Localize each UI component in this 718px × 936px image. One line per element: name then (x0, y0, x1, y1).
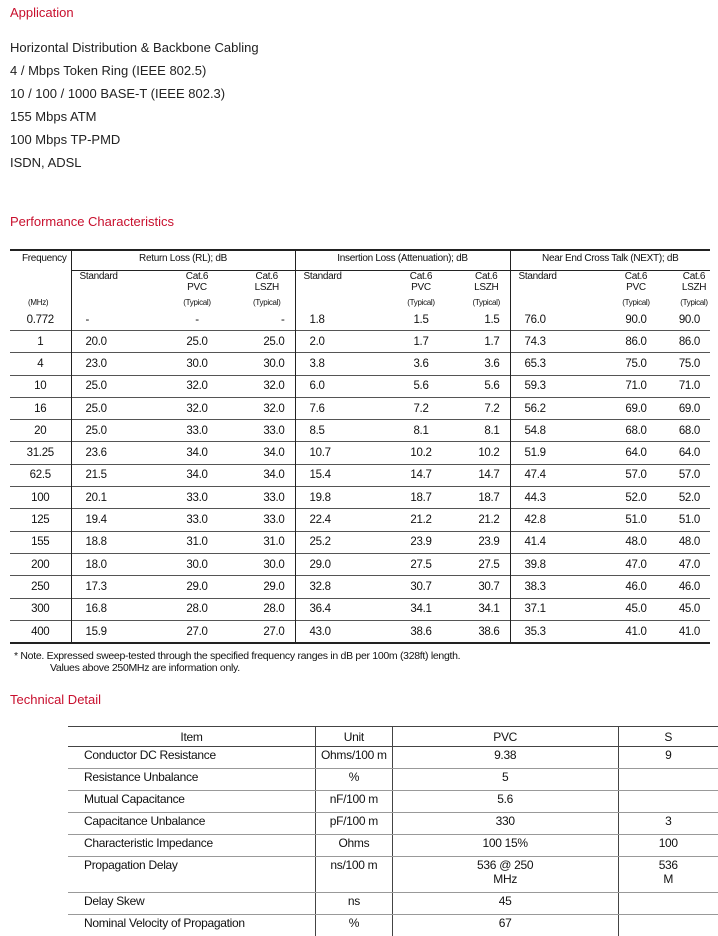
frequency-cell: 31.25 (10, 442, 71, 464)
table-row (68, 769, 718, 791)
value-cell: 47.4 (510, 464, 594, 486)
unit-header: Unit (315, 727, 392, 747)
value-cell: 21.2 (379, 509, 463, 531)
item-cell: Characteristic Impedance (68, 835, 315, 857)
value-cell: 56.2 (510, 397, 594, 419)
value-cell: 76.0 (510, 309, 594, 331)
value-cell: 57.0 (678, 464, 710, 486)
value-cell: 46.0 (594, 576, 678, 598)
value-cell: Ohms/100 m (315, 747, 392, 769)
value-cell: 1.7 (463, 331, 510, 353)
value-cell: 75.0 (594, 353, 678, 375)
item-header: Item (68, 727, 315, 747)
application-item: ISDN, ADSL (10, 151, 259, 174)
table-row (68, 747, 718, 769)
frequency-cell: 4 (10, 353, 71, 375)
value-cell: 8.1 (379, 420, 463, 442)
table-row (10, 487, 710, 509)
value-cell: 7.6 (295, 397, 379, 419)
value-cell: 18.7 (463, 487, 510, 509)
frequency-cell: 250 (10, 576, 71, 598)
value-cell: 32.0 (155, 397, 239, 419)
table-row (10, 442, 710, 464)
application-item: 100 Mbps TP-PMD (10, 128, 259, 151)
value-cell: 48.0 (678, 531, 710, 553)
rl-lszh-header: Cat.6 LSZH (239, 271, 295, 299)
technical-title: Technical Detail (10, 692, 101, 707)
value-cell: 33.0 (155, 420, 239, 442)
value-cell: 3.6 (379, 353, 463, 375)
insertion-loss-header: Insertion Loss (Attenuation); dB (295, 250, 510, 271)
value-cell: 90.0 (594, 309, 678, 331)
value-cell: 30.0 (155, 353, 239, 375)
value-cell: 86.0 (678, 331, 710, 353)
value-cell: ns/100 m (315, 857, 392, 893)
value-cell: 30.7 (463, 576, 510, 598)
table-row (68, 813, 718, 835)
value-cell: 27.5 (379, 553, 463, 575)
performance-table (10, 249, 710, 644)
value-cell: 20.0 (71, 331, 155, 353)
value-cell: 52.0 (678, 487, 710, 509)
value-cell: 30.7 (379, 576, 463, 598)
value-cell: 536 @ 250 MHz (392, 857, 618, 893)
value-cell: 23.6 (71, 442, 155, 464)
frequency-cell: 20 (10, 420, 71, 442)
value-cell: 3.6 (463, 353, 510, 375)
value-cell: 5.6 (392, 791, 618, 813)
value-cell: 90.0 (678, 309, 710, 331)
value-cell: 46.0 (678, 576, 710, 598)
frequency-cell: 62.5 (10, 464, 71, 486)
value-cell: 71.0 (594, 375, 678, 397)
value-cell: 9 (618, 747, 718, 769)
application-item: 10 / 100 / 1000 BASE-T (IEEE 802.3) (10, 82, 259, 105)
value-cell: 23.0 (71, 353, 155, 375)
value-cell: 34.0 (155, 464, 239, 486)
value-cell: 30.0 (239, 553, 295, 575)
value-cell: 45 (392, 893, 618, 915)
next-standard-header: Standard (510, 271, 594, 299)
table-row (10, 598, 710, 620)
typical-label: (Typical) (379, 298, 463, 309)
value-cell: 30.0 (239, 353, 295, 375)
value-cell (618, 893, 718, 915)
value-cell: 7.2 (379, 397, 463, 419)
value-cell: 32.0 (239, 397, 295, 419)
value-cell: 23.9 (463, 531, 510, 553)
table-row (10, 576, 710, 598)
value-cell: 42.8 (510, 509, 594, 531)
table-row (10, 331, 710, 353)
table-row (68, 835, 718, 857)
rl-pvc-header: Cat.6 PVC (155, 271, 239, 299)
value-cell: 25.0 (239, 331, 295, 353)
value-cell: 45.0 (678, 598, 710, 620)
table-row (10, 509, 710, 531)
value-cell: 22.4 (295, 509, 379, 531)
value-cell: 41.0 (594, 620, 678, 643)
value-cell: ns (315, 893, 392, 915)
frequency-cell: 155 (10, 531, 71, 553)
value-cell: 33.0 (155, 509, 239, 531)
value-cell: 28.0 (155, 598, 239, 620)
frequency-cell: 200 (10, 553, 71, 575)
value-cell (618, 791, 718, 813)
value-cell: 33.0 (239, 420, 295, 442)
value-cell: 16.8 (71, 598, 155, 620)
table-row (10, 620, 710, 643)
value-cell: 57.0 (594, 464, 678, 486)
value-cell: 27.0 (239, 620, 295, 643)
value-cell: 19.4 (71, 509, 155, 531)
item-cell: Resistance Unbalance (68, 769, 315, 791)
value-cell: 3 (618, 813, 718, 835)
value-cell: 17.3 (71, 576, 155, 598)
frequency-cell: 300 (10, 598, 71, 620)
value-cell: % (315, 915, 392, 936)
performance-title: Performance Characteristics (10, 214, 174, 229)
value-cell: nF/100 m (315, 791, 392, 813)
value-cell: 69.0 (678, 397, 710, 419)
value-cell: - (239, 309, 295, 331)
value-cell: 15.9 (71, 620, 155, 643)
value-cell: 29.0 (239, 576, 295, 598)
value-cell: 20.1 (71, 487, 155, 509)
item-cell: Delay Skew (68, 893, 315, 915)
value-cell: 44.3 (510, 487, 594, 509)
value-cell: 8.1 (463, 420, 510, 442)
value-cell: 25.0 (71, 375, 155, 397)
value-cell: 25.0 (155, 331, 239, 353)
value-cell: 30.0 (155, 553, 239, 575)
value-cell: 29.0 (155, 576, 239, 598)
value-cell: 5 (392, 769, 618, 791)
application-item: 155 Mbps ATM (10, 105, 259, 128)
value-cell: - (155, 309, 239, 331)
value-cell: 51.9 (510, 442, 594, 464)
value-cell: 75.0 (678, 353, 710, 375)
value-cell: 33.0 (239, 509, 295, 531)
value-cell: 32.0 (239, 375, 295, 397)
value-cell: 21.5 (71, 464, 155, 486)
table-row (68, 791, 718, 813)
return-loss-header: Return Loss (RL); dB (71, 250, 295, 271)
value-cell: 18.8 (71, 531, 155, 553)
table-row (10, 420, 710, 442)
value-cell: 21.2 (463, 509, 510, 531)
value-cell: 54.8 (510, 420, 594, 442)
value-cell: 67 (392, 915, 618, 936)
value-cell: 1.7 (379, 331, 463, 353)
value-cell: 100 (618, 835, 718, 857)
value-cell: 71.0 (678, 375, 710, 397)
value-cell: 51.0 (678, 509, 710, 531)
value-cell: 45.0 (594, 598, 678, 620)
value-cell: 7.2 (463, 397, 510, 419)
value-cell: 47.0 (678, 553, 710, 575)
value-cell: 10.7 (295, 442, 379, 464)
table-row (10, 553, 710, 575)
application-title: Application (10, 5, 74, 20)
table-row (10, 309, 710, 331)
value-cell: 33.0 (239, 487, 295, 509)
typical-label: (Typical) (155, 298, 239, 309)
value-cell: 41.4 (510, 531, 594, 553)
table-row (10, 531, 710, 553)
table-row (10, 353, 710, 375)
value-cell: 5.6 (379, 375, 463, 397)
value-cell: 36.4 (295, 598, 379, 620)
value-cell: 330 (392, 813, 618, 835)
next-lszh-header: Cat.6 LSZH (678, 271, 710, 299)
value-cell: 536 M (618, 857, 718, 893)
value-cell (618, 915, 718, 936)
value-cell: 31.0 (155, 531, 239, 553)
value-cell: pF/100 m (315, 813, 392, 835)
value-cell: 34.1 (463, 598, 510, 620)
value-cell: 32.8 (295, 576, 379, 598)
next-header: Near End Cross Talk (NEXT); dB (510, 250, 710, 271)
value-cell: 100 15% (392, 835, 618, 857)
value-cell: % (315, 769, 392, 791)
value-cell: 10.2 (463, 442, 510, 464)
value-cell: 33.0 (155, 487, 239, 509)
frequency-cell: 125 (10, 509, 71, 531)
value-cell: 51.0 (594, 509, 678, 531)
value-cell: 64.0 (594, 442, 678, 464)
value-cell: 34.1 (379, 598, 463, 620)
item-cell: Nominal Velocity of Propagation (68, 915, 315, 936)
pvc-header: PVC (392, 727, 618, 747)
value-cell: 38.6 (463, 620, 510, 643)
frequency-cell: 0.772 (10, 309, 71, 331)
value-cell: 34.0 (239, 442, 295, 464)
value-cell: 68.0 (678, 420, 710, 442)
s-header: S (618, 727, 718, 747)
value-cell: 14.7 (379, 464, 463, 486)
note-line-1: * Note. Expressed sweep-tested through the specified frequency ranges in dB per 100m (328ft) length. (14, 650, 460, 662)
value-cell: 27.0 (155, 620, 239, 643)
value-cell: 9.38 (392, 747, 618, 769)
value-cell: 25.0 (71, 397, 155, 419)
value-cell: 8.5 (295, 420, 379, 442)
note-line-2: Values above 250MHz are information only. (14, 662, 460, 674)
item-cell: Mutual Capacitance (68, 791, 315, 813)
technical-table (68, 726, 718, 936)
value-cell: 1.5 (379, 309, 463, 331)
frequency-cell: 16 (10, 397, 71, 419)
value-cell: 86.0 (594, 331, 678, 353)
value-cell: 15.4 (295, 464, 379, 486)
table-row (10, 464, 710, 486)
frequency-cell: 10 (10, 375, 71, 397)
value-cell: 14.7 (463, 464, 510, 486)
application-item: Horizontal Distribution & Backbone Cabling (10, 36, 259, 59)
item-cell: Capacitance Unbalance (68, 813, 315, 835)
value-cell: 34.0 (239, 464, 295, 486)
table-row (10, 375, 710, 397)
value-cell: 39.8 (510, 553, 594, 575)
value-cell: 59.3 (510, 375, 594, 397)
il-standard-header: Standard (295, 271, 379, 299)
value-cell: 19.8 (295, 487, 379, 509)
table-row (68, 915, 718, 936)
value-cell: 41.0 (678, 620, 710, 643)
value-cell: 5.6 (463, 375, 510, 397)
rl-standard-header: Standard (71, 271, 155, 299)
value-cell: 32.0 (155, 375, 239, 397)
frequency-header: Frequency (10, 250, 71, 271)
value-cell: 28.0 (239, 598, 295, 620)
value-cell: 10.2 (379, 442, 463, 464)
value-cell: 43.0 (295, 620, 379, 643)
value-cell: 3.8 (295, 353, 379, 375)
value-cell: 6.0 (295, 375, 379, 397)
application-list (10, 36, 259, 174)
value-cell: 31.0 (239, 531, 295, 553)
table-row (68, 893, 718, 915)
value-cell: 2.0 (295, 331, 379, 353)
value-cell: 25.2 (295, 531, 379, 553)
value-cell: 27.5 (463, 553, 510, 575)
value-cell: 18.0 (71, 553, 155, 575)
typical-label: (Typical) (678, 298, 710, 309)
table-row (68, 857, 718, 893)
value-cell: 47.0 (594, 553, 678, 575)
value-cell: 29.0 (295, 553, 379, 575)
value-cell: 64.0 (678, 442, 710, 464)
next-pvc-header: Cat.6 PVC (594, 271, 678, 299)
value-cell: 34.0 (155, 442, 239, 464)
value-cell: 74.3 (510, 331, 594, 353)
value-cell: 18.7 (379, 487, 463, 509)
frequency-cell: 100 (10, 487, 71, 509)
value-cell: - (71, 309, 155, 331)
value-cell: 1.5 (463, 309, 510, 331)
value-cell: 69.0 (594, 397, 678, 419)
value-cell: 23.9 (379, 531, 463, 553)
value-cell (618, 769, 718, 791)
value-cell: 1.8 (295, 309, 379, 331)
value-cell: 48.0 (594, 531, 678, 553)
value-cell: 25.0 (71, 420, 155, 442)
value-cell: 35.3 (510, 620, 594, 643)
value-cell: 37.1 (510, 598, 594, 620)
application-item: 4 / Mbps Token Ring (IEEE 802.5) (10, 59, 259, 82)
frequency-unit: (MHz) (10, 298, 71, 309)
value-cell: 38.6 (379, 620, 463, 643)
frequency-cell: 1 (10, 331, 71, 353)
il-lszh-header: Cat.6 LSZH (463, 271, 510, 299)
typical-label: (Typical) (463, 298, 510, 309)
value-cell: 52.0 (594, 487, 678, 509)
value-cell: 68.0 (594, 420, 678, 442)
frequency-cell: 400 (10, 620, 71, 643)
performance-note (14, 650, 460, 674)
item-cell: Conductor DC Resistance (68, 747, 315, 769)
typical-label: (Typical) (594, 298, 678, 309)
value-cell: 38.3 (510, 576, 594, 598)
value-cell: 65.3 (510, 353, 594, 375)
table-row (10, 397, 710, 419)
il-pvc-header: Cat.6 PVC (379, 271, 463, 299)
typical-label: (Typical) (239, 298, 295, 309)
item-cell: Propagation Delay (68, 857, 315, 893)
value-cell: Ohms (315, 835, 392, 857)
